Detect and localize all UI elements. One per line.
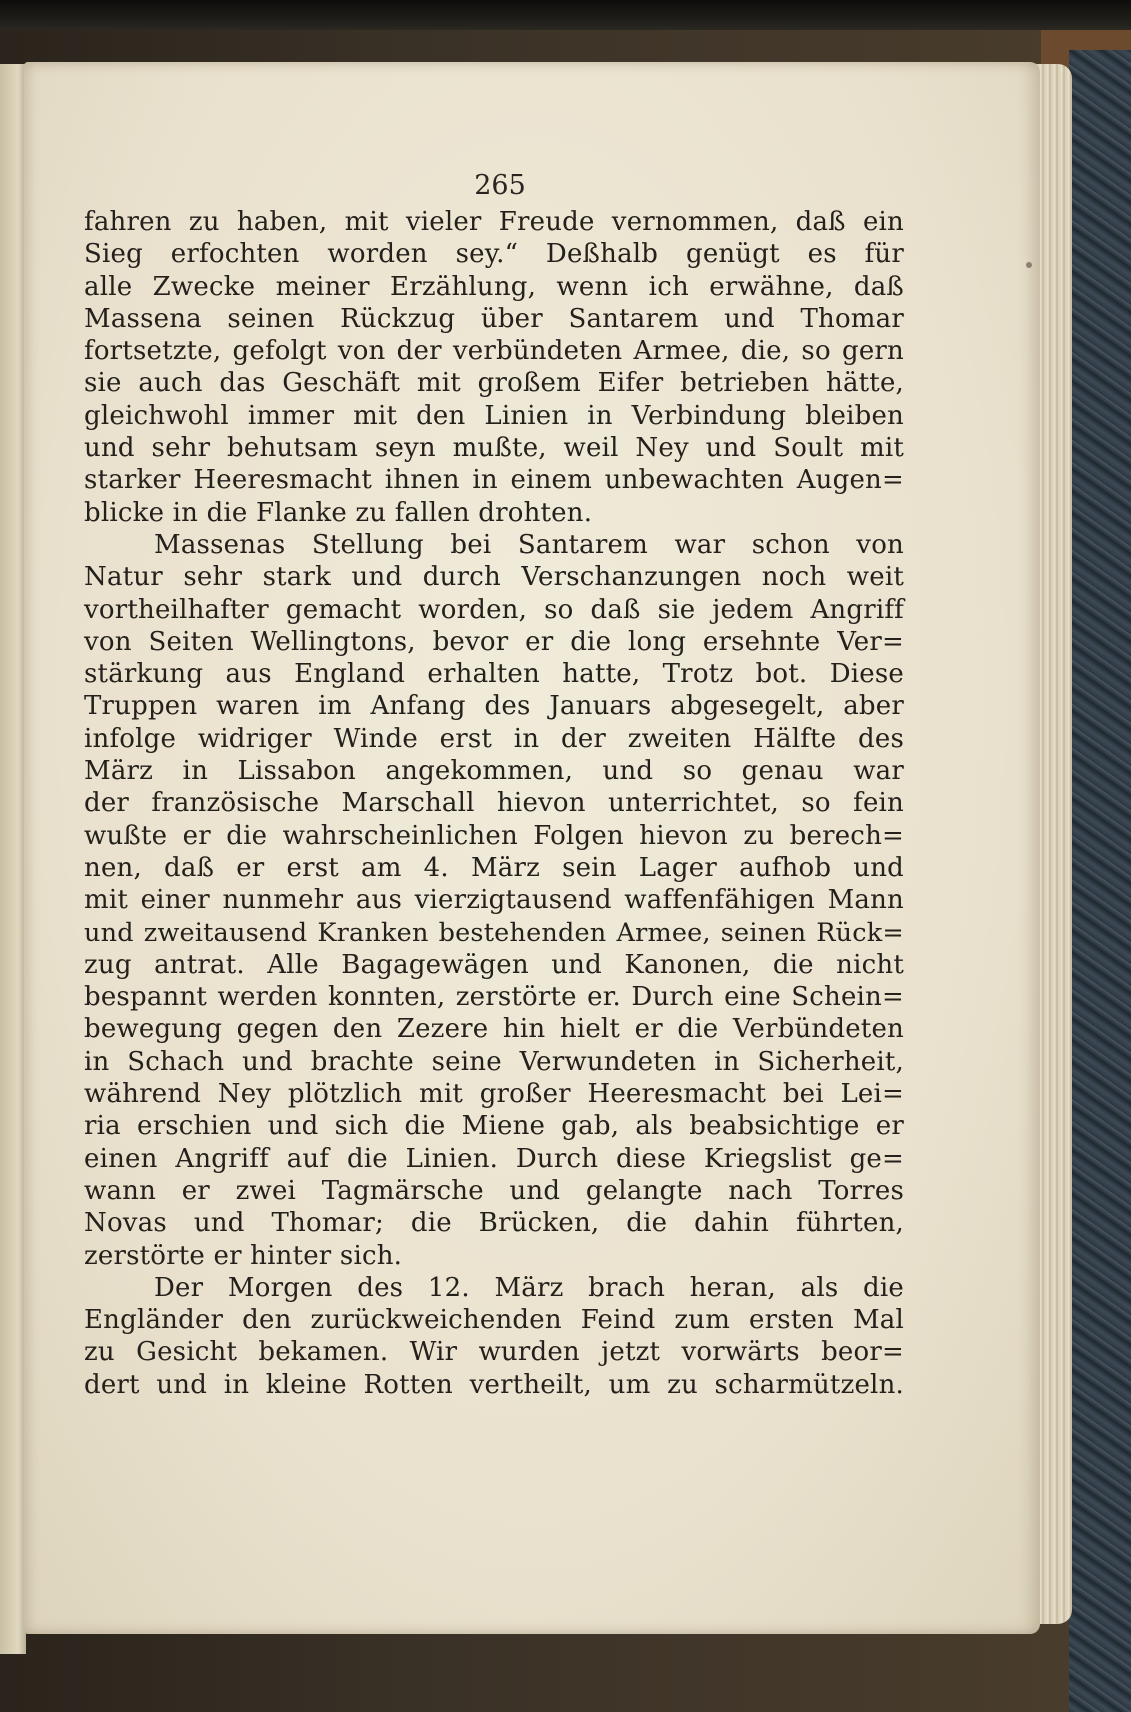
text-line: Massena seinen Rückzug über Santarem und Thomar: [84, 303, 904, 334]
text-line: in Schach und brachte seine Verwundeten in Sicherheit,: [84, 1046, 904, 1077]
text-line: Truppen waren im Anfang des Januars abgesegelt, aber: [84, 691, 904, 722]
text-line: und sehr behutsam seyn mußte, weil Ney und Soult mit: [84, 433, 904, 464]
text-line: Der Morgen des 12. März brach heran, als die: [154, 1272, 904, 1303]
text-line: während Ney plötzlich mit großer Heeresmacht bei Lei=: [84, 1079, 904, 1110]
text-line: gleichwohl immer mit den Linien in Verbindung bleiben: [84, 400, 904, 431]
text-line: vortheilhafter gemacht worden, so daß sie jedem Angriff: [84, 594, 904, 625]
text-line: bewegung gegen den Zezere hin hielt er die Verbündeten: [84, 1014, 904, 1045]
text-line: nen, daß er erst am 4. März sein Lager aufhob und: [84, 852, 904, 883]
text-line: fahren zu haben, mit vieler Freude vernommen, daß ein: [84, 207, 904, 237]
page-speck: [1026, 262, 1032, 268]
text-line: blicke in die Flanke zu fallen drohten.: [84, 497, 593, 528]
text-line: zug antrat. Alle Bagagewägen und Kanonen, die nicht: [84, 949, 904, 980]
text-line: März in Lissabon angekommen, und so genau war: [84, 756, 904, 787]
text-line: dert und in kleine Rotten vertheilt, um zu scharmützeln.: [84, 1369, 904, 1400]
cover-marbled-board: [1069, 50, 1131, 1712]
text-line: der französische Marschall hievon unterrichtet, so fein: [84, 788, 904, 819]
text-line: fortsetzte, gefolgt von der verbündeten Armee, die, so gern: [84, 336, 904, 367]
text-line: bespannt werden konnten, zerstörte er. Durch eine Schein=: [84, 982, 904, 1013]
text-line: zerstörte er hinter sich.: [84, 1240, 403, 1271]
text-line: Novas und Thomar; die Brücken, die dahin führten,: [84, 1208, 904, 1239]
text-line: zu Gesicht bekamen. Wir wurden jetzt vorwärts beor=: [84, 1337, 904, 1368]
text-line: alle Zwecke meiner Erzählung, wenn ich erwähne, daß: [84, 271, 904, 302]
text-line: starker Heeresmacht ihnen in einem unbewachten Augen=: [84, 465, 904, 496]
text-line: von Seiten Wellingtons, bevor er die long ersehnte Ver=: [84, 626, 904, 657]
page-number: 265: [474, 170, 526, 201]
text-line: einen Angriff auf die Linien. Durch diese Kriegslist ge=: [84, 1143, 904, 1174]
text-line: mit einer nunmehr aus vierzigtausend waffenfähigen Mann: [84, 885, 904, 916]
text-line: Massenas Stellung bei Santarem war schon von: [154, 529, 904, 560]
facing-page-edge: [0, 64, 26, 1654]
text-line: sie auch das Geschäft mit großem Eifer betrieben hätte,: [84, 368, 904, 399]
text-line: wann er zwei Tagmärsche und gelangte nach Torres: [84, 1175, 904, 1206]
text-line: und zweitausend Kranken bestehenden Armee, seinen Rück=: [84, 917, 904, 948]
text-line: Engländer den zurückweichenden Feind zum ersten Mal: [84, 1305, 904, 1336]
text-line: infolge widriger Winde erst in der zweiten Hälfte des: [84, 723, 904, 754]
body-text: [84, 206, 904, 1401]
text-line: Natur sehr stark und durch Verschanzungen noch weit: [84, 562, 904, 593]
text-line: stärkung aus England erhalten hatte, Trotz bot. Diese: [84, 659, 904, 690]
text-line: wußte er die wahrscheinlichen Folgen hievon zu berech=: [84, 820, 904, 851]
text-line: ria erschien und sich die Miene gab, als beabsichtige er: [84, 1111, 904, 1142]
text-line: Sieg erfochten worden sey.“ Deßhalb genügt es für: [84, 239, 904, 270]
